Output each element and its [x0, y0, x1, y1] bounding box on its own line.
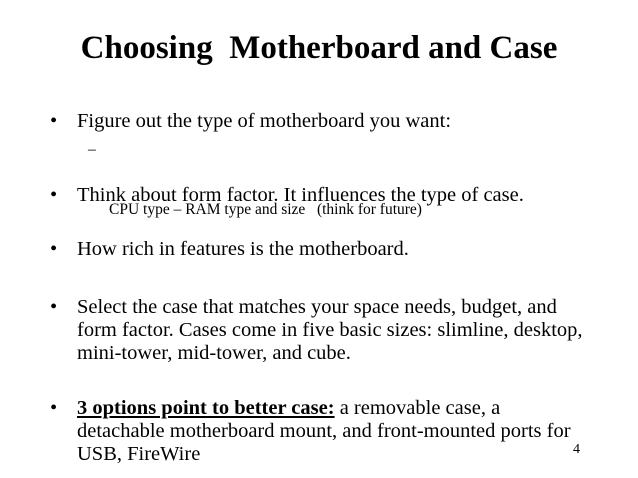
bullet-icon: • — [50, 184, 58, 206]
bullet-icon: • — [50, 296, 58, 318]
bullet-item-features — [50, 238, 590, 261]
sub-bullet-text: CPU type – RAM type and size (think for future) — [109, 201, 422, 218]
bullet-emphasis: 3 options point to better case: — [77, 397, 335, 419]
dash-icon: – — [88, 141, 96, 158]
bullet-icon: • — [50, 110, 58, 132]
bullet-item-motherboard-type — [50, 110, 590, 133]
bullet-text — [77, 397, 590, 466]
bullet-icon: • — [50, 397, 58, 419]
bullet-item-case-sizes — [50, 296, 590, 365]
bullet-text: Select the case that matches your space needs, budget, and form factor. Cases come in five basic sizes: slimline, desktop, mini-tower, mid-tower, and cube. — [77, 296, 583, 364]
page-number: 4 — [573, 442, 580, 457]
bullet-text: Think about form factor. It influences the type of case. — [77, 184, 524, 206]
bullet-item-form-factor — [50, 184, 590, 207]
slide-title: Choosing Motherboard and Case — [80, 30, 558, 66]
bullet-icon: • — [50, 238, 58, 260]
bullet-text: How rich in features is the motherboard. — [77, 238, 409, 260]
bullet-text: Figure out the type of motherboard you want: — [77, 110, 452, 132]
bullet-item-case-options — [50, 397, 590, 466]
bullet-text-rest: a removable case, a detachable motherboard mount, and front-mounted ports for USB, FireWire — [77, 397, 571, 465]
